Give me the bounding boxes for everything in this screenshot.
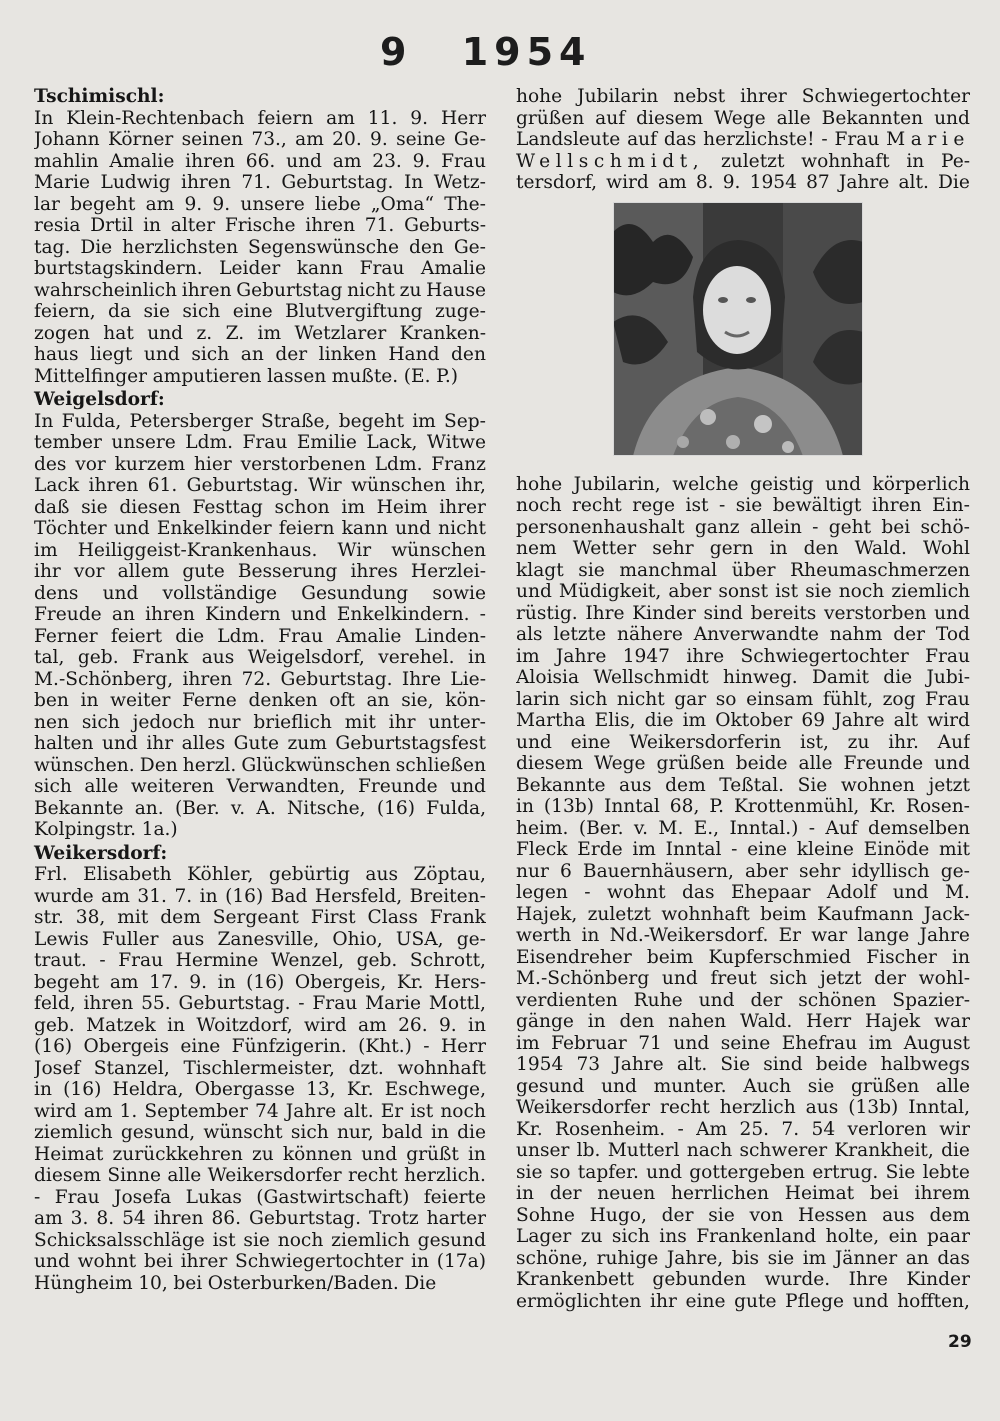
text-line: str. 38, mit dem Sergeant First Class Frank [34,907,486,928]
text-line: - Frau Josefa Lukas (Gastwirtschaft) feierte [34,1186,486,1208]
text-line: Josef Stanzel, Tischlermeister, dzt. wohnhaft [34,1057,486,1079]
text-line: feld, ihren 55. Geburtstag. - Frau Marie Mottl, [34,993,486,1014]
text-line: noch recht rege ist - sie bewältigt ihren Ein- [516,495,970,516]
text-line: diesem Wege grüßen beide alle Freunde und [516,753,970,774]
text-line: Wellschmidt, zuletzt wohnhaft in Pe- [516,150,970,172]
text-line: gesund und munter. Auch sie grüßen alle [516,1075,970,1097]
text-line: Töchter und Enkelkinder feiern kann und nicht [34,518,486,539]
text-line: heim. (Ber. v. M. E., Inntal.) - Auf demselben [516,817,970,839]
text-line: klagt sie manchmal über Rheumaschmerzen [516,559,970,581]
text-line: sich alle weiteren Verwandten, Freunde und [34,776,486,797]
text-line: verdienten Ruhe und der schönen Spazier- [516,989,970,1011]
text-line: hohe Jubilarin, welche geistig und körperlich [516,473,970,495]
text-line: (16) Obergeis eine Fünfzigerin. (Kht.) - Herr [34,1036,486,1057]
left-column [34,86,486,1294]
right-text-before-photo [516,86,970,194]
text-line: rüstig. Ihre Kinder sind bereits verstorben und [516,602,970,624]
text-line: nen sich jedoch nur brieflich mit ihr unter- [34,711,486,733]
text-line: Aloisia Wellschmidt hinweg. Damit die Jubi- [516,667,970,688]
text-line: im Februar 71 und seine Ehefrau im August [516,1032,970,1054]
text-line: wurde am 31. 7. in (16) Bad Hersfeld, Breiten- [34,885,486,907]
text-line: wahrscheinlich ihren Geburtstag nicht zu Hause [34,279,486,301]
text-line: wird am 1. September 74 Jahre alt. Er ist noch [34,1100,486,1122]
section-heading: Weikersdorf: [34,842,168,864]
text-line: als letzte nähere Anverwandte nahm der Tod [516,624,970,645]
text-line: geb. Matzek in Woitzdorf, wird am 26. 9. in [34,1014,486,1036]
text-line: im Heiliggeist-Krankenhaus. Wir wünschen [34,539,486,561]
text-line: schöne, ruhige Jahre, bis sie im Jänner an das [516,1247,970,1269]
text-line: werth in Nd.-Weikersdorf. Er war lange Jahre [516,925,970,946]
page-number: 29 [948,1332,972,1352]
text-line: Lewis Fuller aus Zanesville, Ohio, USA, ge- [34,928,486,950]
text-line: zogen hat und z. Z. im Wetzlarer Kranken- [34,322,486,344]
text-line: und Müdigkeit, aber sonst ist sie noch ziemlich [516,581,970,602]
text-line: Freude an ihren Kindern und Enkelkindern. - [34,604,486,625]
text-line: larin sich nicht gar so einsam fühlt, zog Frau [516,688,970,710]
text-line: M.-Schönberg, ihren 72. Geburtstag. Ihre Lie- [34,668,486,690]
text-line: hohe Jubilarin nebst ihrer Schwiegertochter [516,86,970,107]
text-line: haus liegt und sich an der linken Hand den [34,344,486,365]
text-line: Marie Ludwig ihren 71. Geburtstag. In Wetz- [34,172,486,193]
text-line: Bekannte aus dem Teßtal. Sie wohnen jetzt [516,774,970,796]
text-line: begeht am 17. 9. in (16) Obergeis, Kr. Hers- [34,971,486,993]
text-line: 1954 73 Jahre alt. Sie sind beide halbwegs [516,1054,970,1075]
text-line: ben in weiter Ferne denken oft an sie, kön- [34,690,486,711]
text-line: traut. - Frau Hermine Wenzel, geb. Schrott, [34,950,486,971]
text-line: Martha Elis, die im Oktober 69 Jahre alt wird [516,710,970,731]
text-line: Mittelfinger amputieren lassen mußte. (E. P.) [34,365,459,387]
text-line: Hajek, zuletzt wohnhaft beim Kaufmann Jack- [516,903,970,925]
text-line: unser lb. Mutterl nach schwerer Krankheit, die [516,1140,970,1161]
text-line: mahlin Amalie ihren 66. und am 23. 9. Frau [34,150,486,172]
text-line: daß sie diesen Festtag schon im Heim ihrer [34,496,486,518]
text-line: In Fulda, Petersberger Straße, begeht im Sep- [34,410,486,432]
text-line: burtstagskindern. Leider kann Frau Amalie [34,258,486,279]
text-line: feiern, da sie sich eine Blutvergiftung zuge- [34,301,486,322]
text-line: Johann Körner seinen 73., am 20. 9. seine Ge- [34,129,486,150]
text-line: im Jahre 1947 ihre Schwiegertochter Frau [516,645,970,667]
section-heading: Weigelsdorf: [34,389,165,410]
text-line: tember unsere Ldm. Frau Emilie Lack, Witwe [34,432,486,453]
issue-number: 9 [380,30,413,74]
text-line: Heimat zurückkehren zu können und grüßt in [34,1143,486,1165]
issue-header [380,30,591,74]
text-line: Bekannte an. (Ber. v. A. Nitsche, (16) Fulda, [34,797,486,819]
text-line: in der neuen herrlichen Heimat bei ihrem [516,1183,970,1204]
text-line: halten und ihr alles Gute zum Geburtstagsfest [34,733,486,754]
text-line: grüßen auf diesem Wege alle Bekannten und [516,107,970,129]
text-line: sie so tapfer. und gottergeben ertrug. Sie lebte [516,1161,970,1183]
text-line: Krankenbett gebunden wurde. Ihre Kinder [516,1269,970,1290]
text-line: Sohne Hugo, der sie von Hessen aus dem [516,1204,970,1226]
text-line: Weikersdorfer recht herzlich aus (13b) Inntal, [516,1097,970,1118]
right-column [516,86,970,1312]
text-line: Lack ihren 61. Geburtstag. Wir wünschen ihr, [34,475,486,496]
text-line: Eisendreher beim Kupferschmied Fischer in [516,946,970,968]
text-line: Schicksalsschläge ist sie noch ziemlich gesund [34,1229,486,1251]
text-line: ihr vor allem gute Besserung ihres Herzlei- [34,561,486,582]
text-line: Hüngheim 10, bei Osterburken/Baden. Die [34,1272,437,1294]
portrait-photo-icon [613,202,863,456]
text-line: M.-Schönberg und freut sich jetzt der wohl- [516,968,970,989]
text-line: personenhaushalt ganz allein - geht bei schö- [516,516,970,538]
text-line: ziemlich gesund, wünscht sich nur, bald in die [34,1122,486,1143]
text-line: Ferner feiert die Ldm. Frau Amalie Linden- [34,625,486,647]
text-line: resia Drtil in alter Frische ihren 71. Geburts- [34,215,486,236]
text-line: wünschen. Den herzl. Glückwünschen schließen [34,754,486,776]
text-line: in (16) Heldra, Obergasse 13, Kr. Eschwege, [34,1079,486,1100]
text-line: tag. Die herzlichsten Segenswünsche den Ge- [34,236,486,258]
text-line: Frl. Elisabeth Köhler, gebürtig aus Zöptau, [34,864,486,885]
text-line: nem Wetter sehr gern in den Wald. Wohl [516,538,970,559]
text-line: ermöglichten ihr eine gute Pflege und hofften, [516,1290,970,1312]
text-line: In Klein-Rechtenbach feiern am 11. 9. Herr [34,107,486,129]
text-line: tersdorf, wird am 8. 9. 1954 87 Jahre alt. Die [516,172,970,193]
right-text-after-photo [516,474,970,1313]
text-line: Kr. Rosenheim. - Am 25. 7. 54 verloren wir [516,1118,970,1140]
text-line: des vor kurzem hier verstorbenen Ldm. Franz [34,453,486,475]
text-line: diesem Sinne alle Weikersdorfer recht herzlich. [34,1165,486,1186]
text-line: tal, geb. Frank aus Weigelsdorf, verehel. in [34,647,486,668]
section-heading: Tschimischl: [34,86,165,107]
text-line: nur 6 Bauernhäusern, aber sehr idyllisch ge- [516,860,970,882]
text-line: und eine Weikersdorferin ist, zu ihr. Auf [516,731,970,753]
text-line: und wohnt bei ihrer Schwiegertochter in (17a) [34,1251,486,1272]
text-line: legen - wohnt das Ehepaar Adolf und M. [516,882,970,903]
text-line: am 3. 8. 54 ihren 86. Geburtstag. Trotz harter [34,1208,486,1229]
text-line: in (13b) Inntal 68, P. Krottenmühl, Kr. Rosen- [516,796,970,817]
text-line: Kolpingstr. 1a.) [34,819,178,840]
text-line: Fleck Erde im Inntal - eine kleine Einöde mit [516,839,970,860]
text-line: Lager zu sich ins Frankenland holte, ein paar [516,1226,970,1247]
text-line: dens und vollständige Gesundung sowie [34,582,486,604]
text-line: Landsleute auf das herzlichste! - Frau Marie [516,129,970,150]
text-line: lar begeht am 9. 9. unsere liebe „Oma“ The- [34,193,486,215]
issue-year: 1954 [461,30,592,74]
text-line: gänge in den nahen Wald. Herr Hajek war [516,1011,970,1032]
